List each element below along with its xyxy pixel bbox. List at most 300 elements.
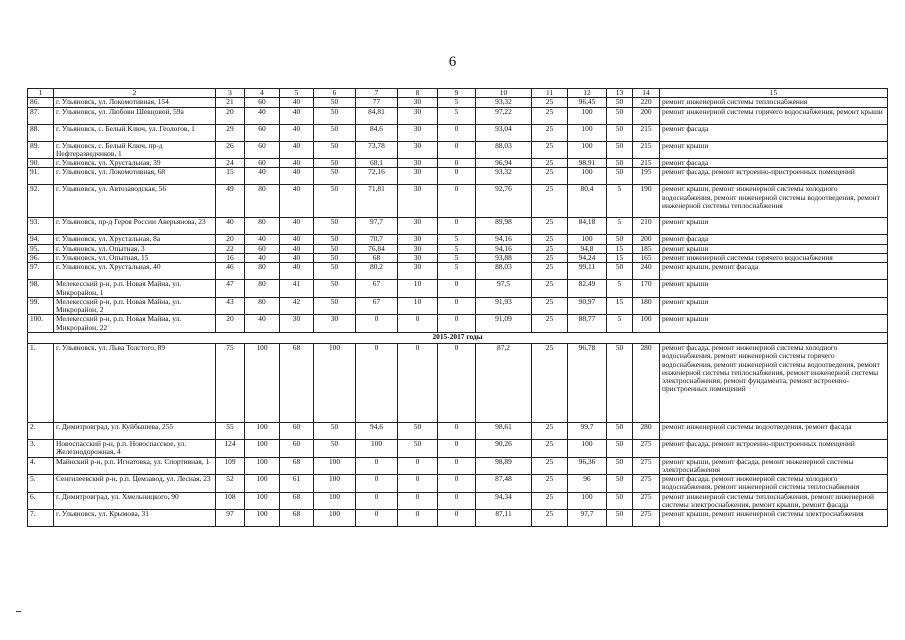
value-cell: 0 [438, 457, 476, 475]
value-cell: 25 [532, 280, 568, 298]
value-cell: 25 [532, 185, 568, 218]
column-number: 7 [356, 89, 398, 98]
work-description-cell: ремонт крыши, ремонт фасада, ремонт инженерной системы электроснабжения [660, 457, 888, 475]
value-cell: 0 [438, 422, 476, 439]
row-number: 6. [28, 492, 54, 510]
value-cell: 5 [607, 185, 633, 218]
value-cell: 94,16 [476, 244, 532, 253]
value-cell: 97,5 [476, 280, 532, 298]
value-cell: 25 [532, 168, 568, 185]
value-cell: 93,32 [476, 168, 532, 185]
value-cell: 30 [398, 263, 438, 280]
row-number: 99. [28, 297, 54, 315]
page-number: 6 [448, 54, 457, 70]
value-cell: 40 [280, 141, 314, 159]
value-cell: 96,36 [568, 457, 607, 475]
value-cell: 0 [438, 343, 476, 422]
address-cell: г. Ульяновск, ул. Опытная, 3 [54, 244, 216, 253]
value-cell: 200 [633, 235, 660, 244]
value-cell: 80 [245, 218, 280, 235]
table-row [28, 185, 888, 218]
value-cell: 92,76 [476, 185, 532, 218]
value-cell: 15 [607, 244, 633, 253]
value-cell: 40 [280, 159, 314, 168]
value-cell: 50 [398, 422, 438, 439]
value-cell: 25 [532, 107, 568, 124]
value-cell: 275 [633, 457, 660, 475]
value-cell: 61 [280, 475, 314, 493]
value-cell: 30 [398, 141, 438, 159]
value-cell: 50 [314, 124, 356, 141]
value-cell: 100 [314, 475, 356, 493]
value-cell: 93,32 [476, 98, 532, 107]
table-row [28, 159, 888, 168]
value-cell: 100 [568, 439, 607, 457]
value-cell: 10 [398, 297, 438, 315]
value-cell: 0 [438, 297, 476, 315]
table-body [28, 89, 888, 527]
column-number: 2 [54, 89, 216, 98]
value-cell: 93,04 [476, 124, 532, 141]
value-cell: 180 [633, 297, 660, 315]
value-cell: 40 [280, 253, 314, 262]
value-cell: 210 [633, 218, 660, 235]
value-cell: 5 [438, 263, 476, 280]
value-cell: 30 [314, 315, 356, 333]
value-cell: 100 [314, 457, 356, 475]
value-cell: 68 [280, 510, 314, 527]
row-number: 89. [28, 141, 54, 159]
value-cell: 25 [532, 297, 568, 315]
value-cell: 87,2 [476, 343, 532, 422]
value-cell: 40 [245, 315, 280, 333]
value-cell: 94,8 [568, 244, 607, 253]
value-cell: 40 [280, 124, 314, 141]
value-cell: 0 [438, 124, 476, 141]
table-row [28, 263, 888, 280]
value-cell: 215 [633, 141, 660, 159]
value-cell: 280 [633, 422, 660, 439]
value-cell: 275 [633, 492, 660, 510]
column-number: 14 [633, 89, 660, 98]
value-cell: 94,34 [476, 492, 532, 510]
value-cell: 5 [607, 315, 633, 333]
value-cell: 30 [398, 244, 438, 253]
address-cell: Мелекесский р-н, р.п. Новая Майна, ул. Микрорайон, 2 [54, 297, 216, 315]
value-cell: 25 [532, 98, 568, 107]
value-cell: 96,78 [568, 343, 607, 422]
value-cell: 30 [398, 98, 438, 107]
row-number: 4. [28, 457, 54, 475]
value-cell: 50 [314, 280, 356, 298]
work-description-cell: ремонт фасада, ремонт инженерной системы холодного водоснабжения, ремонт инженерной системы теплоснабжения [660, 475, 888, 493]
work-description-cell: ремонт инженерной системы теплоснабжения, ремонт инженерной системы электроснабжения, ремонт крыши, ремонт фасада [660, 492, 888, 510]
row-number: 3. [28, 439, 54, 457]
value-cell: 280 [633, 343, 660, 422]
work-description-cell: ремонт инженерной системы горячего водоснабжения [660, 253, 888, 262]
value-cell: 80 [245, 185, 280, 218]
table-row [28, 422, 888, 439]
value-cell: 30 [398, 168, 438, 185]
value-cell: 0 [438, 185, 476, 218]
value-cell: 15 [607, 297, 633, 315]
value-cell: 97,7 [356, 218, 398, 235]
value-cell: 40 [245, 253, 280, 262]
value-cell: 40 [280, 168, 314, 185]
value-cell: 73,78 [356, 141, 398, 159]
value-cell: 40 [216, 218, 245, 235]
value-cell: 0 [438, 315, 476, 333]
value-cell: 100 [568, 124, 607, 141]
row-number: 88. [28, 124, 54, 141]
work-description-cell: ремонт крыши [660, 280, 888, 298]
value-cell: 30 [398, 235, 438, 244]
value-cell: 0 [356, 475, 398, 493]
value-cell: 50 [314, 253, 356, 262]
table-row [28, 343, 888, 422]
value-cell: 50 [607, 235, 633, 244]
value-cell: 25 [532, 492, 568, 510]
value-cell: 100 [245, 457, 280, 475]
value-cell: 88,03 [476, 141, 532, 159]
column-number-row [28, 89, 888, 98]
row-number: 87. [28, 107, 54, 124]
address-cell: г. Ульяновск, ул. Льва Толстого, 89 [54, 343, 216, 422]
value-cell: 40 [280, 263, 314, 280]
value-cell: 60 [245, 141, 280, 159]
table-row [28, 253, 888, 262]
value-cell: 41 [280, 280, 314, 298]
value-cell: 50 [607, 107, 633, 124]
column-number: 6 [314, 89, 356, 98]
value-cell: 108 [216, 492, 245, 510]
value-cell: 25 [532, 343, 568, 422]
value-cell: 0 [398, 510, 438, 527]
work-description-cell: ремонт инженерной системы теплоснабжения [660, 98, 888, 107]
value-cell: 195 [633, 168, 660, 185]
value-cell: 97,22 [476, 107, 532, 124]
row-number: 1. [28, 343, 54, 422]
table-row [28, 510, 888, 527]
value-cell: 50 [314, 218, 356, 235]
value-cell: 84,81 [356, 107, 398, 124]
value-cell: 88,03 [476, 263, 532, 280]
value-cell: 68 [280, 343, 314, 422]
work-description-cell: ремонт фасада [660, 235, 888, 244]
address-cell: Новоспасский р-н, р.п. Новоспасское, ул. Железнодорожная, 4 [54, 439, 216, 457]
value-cell: 25 [532, 244, 568, 253]
value-cell: 52 [216, 475, 245, 493]
value-cell: 100 [633, 315, 660, 333]
value-cell: 40 [245, 168, 280, 185]
value-cell: 93,88 [476, 253, 532, 262]
value-cell: 25 [532, 422, 568, 439]
value-cell: 0 [356, 457, 398, 475]
value-cell: 50 [607, 343, 633, 422]
row-number: 96. [28, 253, 54, 262]
address-cell: Сенгилеевский р-н, р.п. Цемзавод, ул. Лесная, 23 [54, 475, 216, 493]
address-cell: г. Ульяновск, с. Белый Ключ, ул. Геологов, 1 [54, 124, 216, 141]
value-cell: 20 [216, 107, 245, 124]
address-cell: г. Ульяновск, пр-д Героя России Аверьянова, 23 [54, 218, 216, 235]
row-number: 7. [28, 510, 54, 527]
address-cell: Мелекесский р-н, р.п. Новая Майна, ул. Микрорайон, 22 [54, 315, 216, 333]
value-cell: 50 [607, 475, 633, 493]
value-cell: 50 [607, 439, 633, 457]
value-cell: 25 [532, 253, 568, 262]
value-cell: 25 [532, 510, 568, 527]
value-cell: 76,84 [356, 244, 398, 253]
value-cell: 91,09 [476, 315, 532, 333]
table-row [28, 107, 888, 124]
value-cell: 50 [314, 439, 356, 457]
value-cell: 40 [245, 107, 280, 124]
value-cell: 5 [607, 218, 633, 235]
address-cell: г. Ульяновск, ул. Любови Шевцовой, 59а [54, 107, 216, 124]
value-cell: 100 [245, 475, 280, 493]
value-cell: 70,7 [356, 235, 398, 244]
value-cell: 40 [280, 235, 314, 244]
address-cell: г. Ульяновск, ул. Опытная, 15 [54, 253, 216, 262]
value-cell: 96,45 [568, 98, 607, 107]
table-row [28, 297, 888, 315]
value-cell: 50 [607, 159, 633, 168]
table-row [28, 235, 888, 244]
value-cell: 47 [216, 280, 245, 298]
table-row [28, 492, 888, 510]
work-description-cell: ремонт крыши [660, 218, 888, 235]
value-cell: 100 [568, 141, 607, 159]
value-cell: 170 [633, 280, 660, 298]
value-cell: 50 [607, 124, 633, 141]
value-cell: 87,48 [476, 475, 532, 493]
value-cell: 20 [216, 235, 245, 244]
value-cell: 15 [607, 253, 633, 262]
value-cell: 40 [245, 235, 280, 244]
value-cell: 5 [607, 280, 633, 298]
work-description-cell: ремонт крыши, ремонт инженерной системы электроснабжения [660, 510, 888, 527]
value-cell: 87,11 [476, 510, 532, 527]
value-cell: 50 [314, 263, 356, 280]
value-cell: 68 [280, 457, 314, 475]
column-number: 15 [660, 89, 888, 98]
work-description-cell: ремонт фасада, ремонт инженерной системы холодного водоснабжения, ремонт инженерной системы горячего водоснабжения, ремонт инженерной системы водоотведения, ремонт инженерной системы теплоснабжения, ремонт инженерной системы электроснабжения, ремонт фундамента, ремонт встроенно-пристроенных помещений [660, 343, 888, 422]
value-cell: 99,7 [568, 422, 607, 439]
value-cell: 25 [532, 263, 568, 280]
value-cell: 67 [356, 280, 398, 298]
value-cell: 100 [245, 439, 280, 457]
table-row [28, 315, 888, 333]
value-cell: 0 [356, 343, 398, 422]
value-cell: 0 [438, 475, 476, 493]
value-cell: 0 [438, 439, 476, 457]
address-cell: Майнский р-н, р.п. Игнатовка, ул. Спортивная, 1 [54, 457, 216, 475]
value-cell: 67 [356, 297, 398, 315]
value-cell: 215 [633, 159, 660, 168]
value-cell: 98,91 [568, 159, 607, 168]
value-cell: 100 [568, 235, 607, 244]
value-cell: 50 [607, 168, 633, 185]
row-number: 5. [28, 475, 54, 493]
value-cell: 80 [245, 297, 280, 315]
value-cell: 50 [314, 159, 356, 168]
value-cell: 50 [398, 439, 438, 457]
value-cell: 220 [633, 98, 660, 107]
table-row [28, 475, 888, 493]
value-cell: 50 [607, 457, 633, 475]
work-description-cell: ремонт фасада, ремонт встроенно-пристроенных помещений [660, 439, 888, 457]
work-description-cell: ремонт крыши [660, 244, 888, 253]
value-cell: 94,16 [476, 235, 532, 244]
value-cell: 100 [314, 492, 356, 510]
address-cell: г. Ульяновск, ул. Крымова, 31 [54, 510, 216, 527]
value-cell: 84,6 [356, 124, 398, 141]
value-cell: 30 [398, 107, 438, 124]
value-cell: 100 [245, 343, 280, 422]
value-cell: 100 [568, 168, 607, 185]
table-row [28, 168, 888, 185]
repair-table [27, 88, 888, 527]
value-cell: 40 [280, 107, 314, 124]
column-number: 8 [398, 89, 438, 98]
column-number: 3 [216, 89, 245, 98]
value-cell: 100 [314, 510, 356, 527]
value-cell: 97,7 [568, 510, 607, 527]
value-cell: 60 [280, 439, 314, 457]
value-cell: 50 [607, 263, 633, 280]
value-cell: 94,6 [356, 422, 398, 439]
value-cell: 0 [356, 315, 398, 333]
address-cell: г. Димитровград, ул. Куйбышева, 255 [54, 422, 216, 439]
value-cell: 50 [607, 492, 633, 510]
value-cell: 0 [398, 457, 438, 475]
table-row [28, 457, 888, 475]
work-description-cell: ремонт крыши [660, 297, 888, 315]
value-cell: 0 [438, 492, 476, 510]
value-cell: 71,81 [356, 185, 398, 218]
value-cell: 84,18 [568, 218, 607, 235]
margin-mark [16, 608, 21, 612]
table-row [28, 98, 888, 107]
value-cell: 0 [398, 343, 438, 422]
value-cell: 20 [216, 315, 245, 333]
column-number: 9 [438, 89, 476, 98]
address-cell: г. Ульяновск, ул. Локомотивная, 154 [54, 98, 216, 107]
address-cell: г. Ульяновск, ул. Локомотивная, 68 [54, 168, 216, 185]
value-cell: 0 [356, 510, 398, 527]
value-cell: 50 [607, 510, 633, 527]
value-cell: 46 [216, 263, 245, 280]
row-number: 98. [28, 280, 54, 298]
address-cell: г. Ульяновск, ул. Автозаводская, 56 [54, 185, 216, 218]
value-cell: 50 [314, 235, 356, 244]
work-description-cell: ремонт крыши [660, 141, 888, 159]
value-cell: 100 [568, 107, 607, 124]
address-cell: г. Ульяновск, ул. Хрустальная, 8а [54, 235, 216, 244]
value-cell: 165 [633, 253, 660, 262]
table-row [28, 244, 888, 253]
value-cell: 0 [398, 492, 438, 510]
value-cell: 0 [438, 280, 476, 298]
value-cell: 75 [216, 343, 245, 422]
value-cell: 50 [314, 244, 356, 253]
value-cell: 96 [568, 475, 607, 493]
work-description-cell: ремонт инженерной системы горячего водоснабжения, ремонт крыши [660, 107, 888, 124]
value-cell: 0 [398, 475, 438, 493]
table-row [28, 439, 888, 457]
work-description-cell: ремонт крыши, ремонт инженерной системы холодного водоснабжения, ремонт инженерной системы водоотведения, ремонт инженерной системы теплоснабжения [660, 185, 888, 218]
value-cell: 80,2 [356, 263, 398, 280]
table-row [28, 124, 888, 141]
value-cell: 0 [438, 159, 476, 168]
value-cell: 60 [245, 159, 280, 168]
value-cell: 94,24 [568, 253, 607, 262]
section-title: 2015-2017 годы [28, 332, 888, 343]
value-cell: 49 [216, 185, 245, 218]
value-cell: 100 [314, 343, 356, 422]
value-cell: 0 [356, 492, 398, 510]
work-description-cell: ремонт фасада [660, 124, 888, 141]
value-cell: 88,77 [568, 315, 607, 333]
work-description-cell: ремонт крыши [660, 315, 888, 333]
value-cell: 90,97 [568, 297, 607, 315]
row-number: 92. [28, 185, 54, 218]
value-cell: 40 [280, 98, 314, 107]
value-cell: 68 [280, 492, 314, 510]
value-cell: 25 [532, 218, 568, 235]
value-cell: 0 [438, 168, 476, 185]
value-cell: 50 [607, 141, 633, 159]
value-cell: 25 [532, 159, 568, 168]
value-cell: 99,11 [568, 263, 607, 280]
value-cell: 0 [398, 315, 438, 333]
value-cell: 91,93 [476, 297, 532, 315]
value-cell: 25 [532, 475, 568, 493]
value-cell: 30 [398, 159, 438, 168]
value-cell: 25 [532, 124, 568, 141]
value-cell: 100 [245, 492, 280, 510]
value-cell: 40 [280, 185, 314, 218]
work-description-cell: ремонт фасада, ремонт встроенно-пристроенных помещений [660, 168, 888, 185]
value-cell: 60 [245, 244, 280, 253]
value-cell: 100 [245, 422, 280, 439]
value-cell: 30 [398, 218, 438, 235]
value-cell: 5 [438, 98, 476, 107]
value-cell: 16 [216, 253, 245, 262]
value-cell: 124 [216, 439, 245, 457]
value-cell: 98,61 [476, 422, 532, 439]
work-description-cell: ремонт фасада [660, 159, 888, 168]
value-cell: 30 [280, 315, 314, 333]
row-number: 93. [28, 218, 54, 235]
value-cell: 25 [532, 235, 568, 244]
value-cell: 77 [356, 98, 398, 107]
work-description-cell: ремонт инженерной системы водоотведения, ремонт фасада [660, 422, 888, 439]
value-cell: 89,98 [476, 218, 532, 235]
value-cell: 97 [216, 510, 245, 527]
value-cell: 43 [216, 297, 245, 315]
value-cell: 60 [280, 422, 314, 439]
column-number: 11 [532, 89, 568, 98]
value-cell: 275 [633, 439, 660, 457]
value-cell: 25 [532, 141, 568, 159]
value-cell: 82,49 [568, 280, 607, 298]
value-cell: 25 [532, 457, 568, 475]
value-cell: 68 [356, 253, 398, 262]
value-cell: 15 [216, 168, 245, 185]
value-cell: 5 [438, 107, 476, 124]
value-cell: 50 [314, 107, 356, 124]
